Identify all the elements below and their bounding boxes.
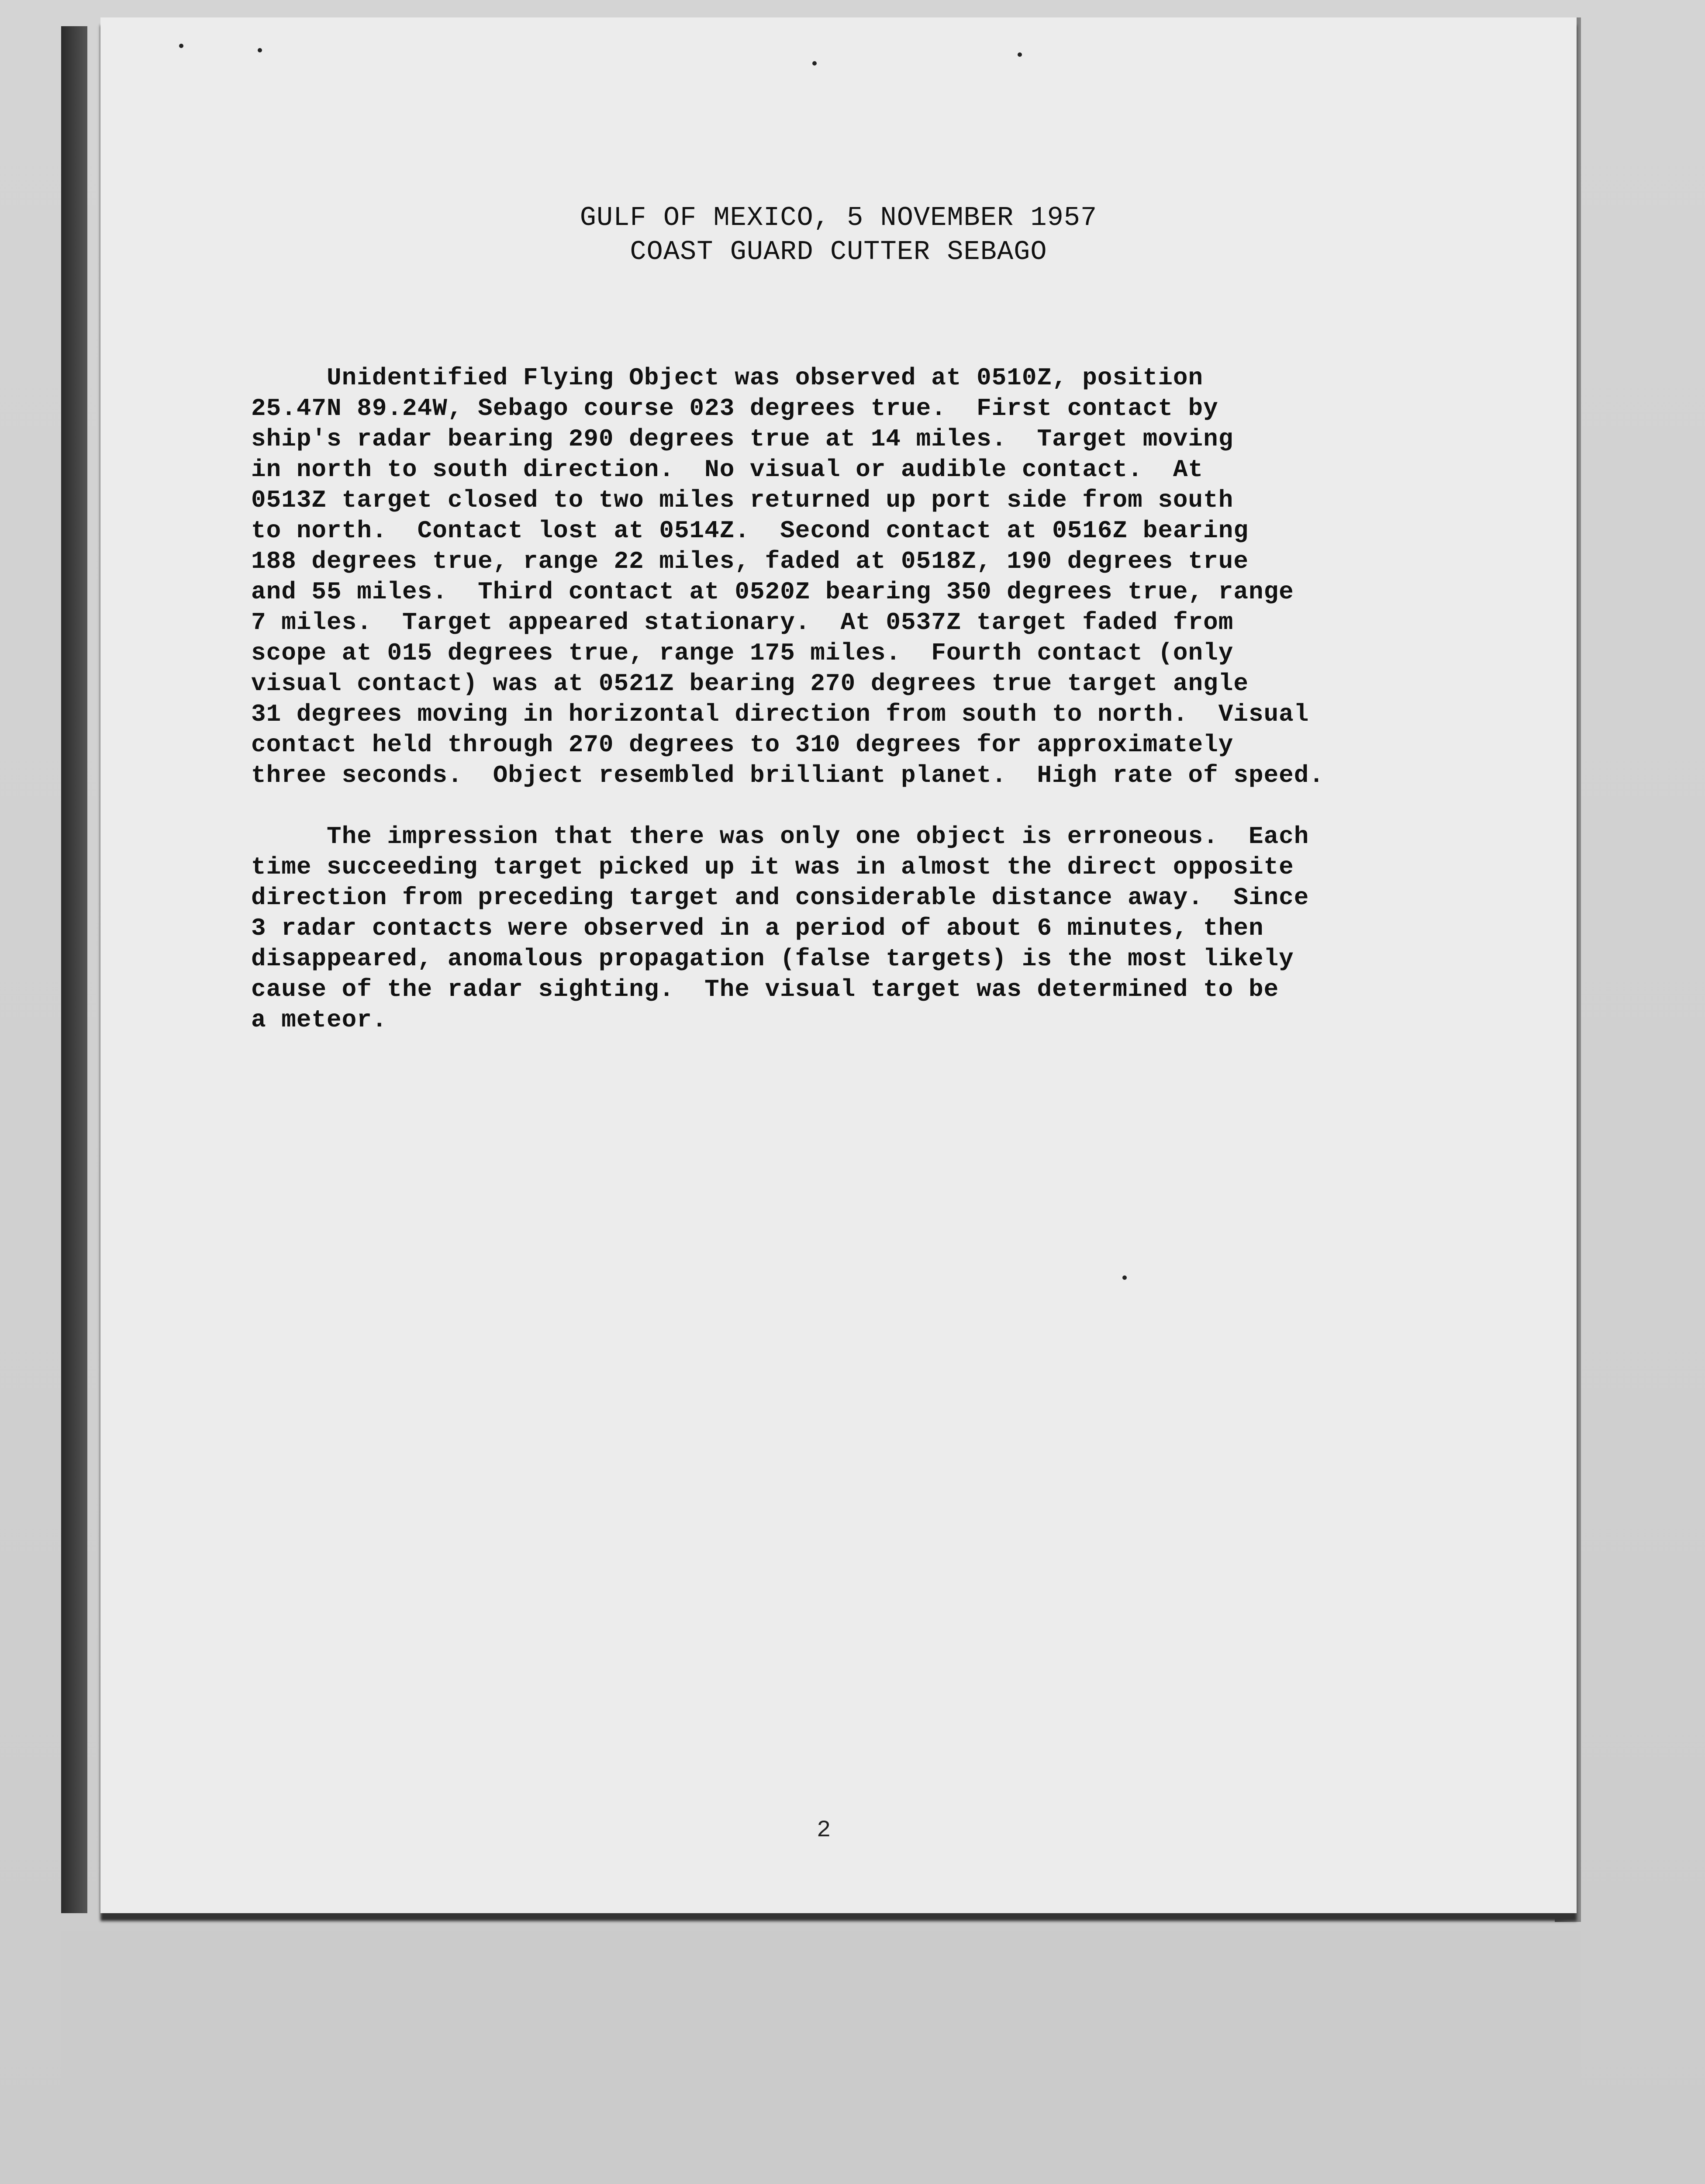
header-location-date: GULF OF MEXICO, 5 NOVEMBER 1957 xyxy=(580,202,1098,233)
header-vessel: COAST GUARD CUTTER SEBAGO xyxy=(630,236,1047,267)
speck xyxy=(179,44,183,48)
paragraph-sighting-report: Unidentified Flying Object was observed at 0510Z, position 25.47N 89.24W, Sebago course 023 degrees true. First contact by ship's radar bearing 290 degrees true at 14 miles. Target moving in north to south direction. No visual or audible contact. At 0513Z target closed to two miles returned up port side from south to north. Contact lost at 0514Z. Second contact at 0516Z bearing 188 degrees true, range 22 miles, faded at 0518Z, 190 degrees true and 55 miles. Third contact at 0520Z bearing 350 degrees true, range 7 miles. Target appeared stationary. At 0537Z target faded from scope at 015 degrees true, range 175 miles. Fourth contact (only visual contact) was at 0521Z bearing 270 degrees true target angle 31 degrees moving in horizontal direction from south to north. Visual contact held through 270 degrees to 310 degrees for approximately three seconds. Object resembled brilliant planet. High rate of speed. xyxy=(251,364,1324,789)
lower-backing-sheet xyxy=(61,1931,1581,2184)
speck xyxy=(1018,52,1022,57)
page-number: 2 xyxy=(817,1817,831,1844)
paragraph-evaluation: The impression that there was only one object is erroneous. Each time succeeding target picked up it was in almost the direct opposite direction from preceding target and considerable distance away. Since 3 radar contacts were observed in a period of about 6 minutes, then disappeared, anomalous propagation (false targets) is the most likely cause of the radar sighting. The visual target was determined to be a meteor. xyxy=(251,822,1309,1034)
speck xyxy=(258,48,262,52)
speck xyxy=(812,61,817,66)
document-header xyxy=(100,201,1577,269)
speck xyxy=(1122,1275,1127,1280)
left-edge-shadow xyxy=(61,26,87,1913)
document-page xyxy=(100,17,1577,1913)
